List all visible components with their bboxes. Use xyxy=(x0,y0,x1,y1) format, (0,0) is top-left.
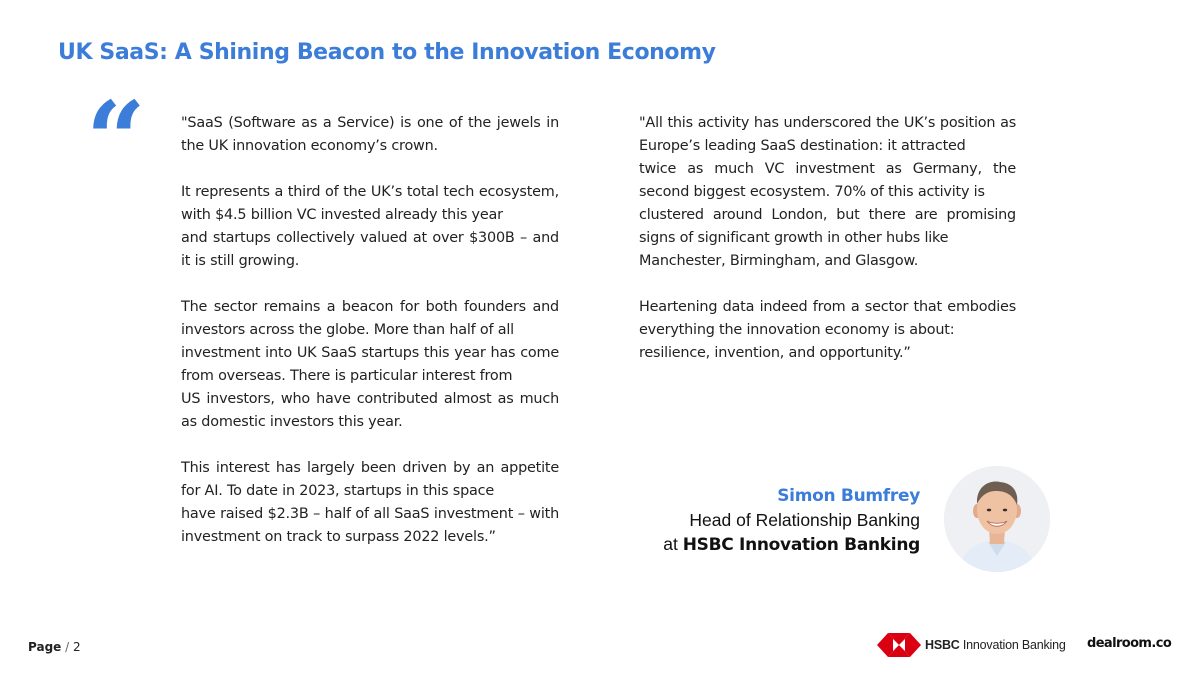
author-org-prefix: at xyxy=(663,534,683,554)
hsbc-logo-rest: Innovation Banking xyxy=(959,638,1066,652)
quote-column-left xyxy=(181,112,559,572)
hsbc-innovation-banking-logo xyxy=(877,633,1066,657)
person-portrait-icon xyxy=(944,466,1050,572)
hsbc-hexagon-icon xyxy=(877,633,921,657)
quote-paragraph: This interest has largely been driven by an appetite for AI. To date in 2023, startups in this space have raised $2.3B – half of all SaaS investment – with investment on track to surpass 2022 levels.” xyxy=(181,460,559,545)
dealroom-logo: dealroom.co xyxy=(1087,636,1172,651)
author-name: Simon Bumfrey xyxy=(777,486,920,506)
page-indicator xyxy=(28,640,81,654)
quote-paragraph: Heartening data indeed from a sector that embodies everything the innovation economy is about: resilience, invention, and opportunity.” xyxy=(639,299,1016,361)
quote-paragraph: The sector remains a beacon for both founders and investors across the globe. More than half of all investment into UK SaaS startups this year has come from overseas. There is particular interest from US investors, who have contributed almost as much as domestic investors this year. xyxy=(181,299,559,430)
author-role: Head of Relationship Banking xyxy=(689,510,920,530)
hsbc-logo-bold: HSBC xyxy=(925,638,960,652)
author-organization: HSBC Innovation Banking xyxy=(682,535,920,555)
author-avatar xyxy=(944,466,1050,572)
author-organization-line xyxy=(663,532,920,557)
page-title: UK SaaS: A Shining Beacon to the Innovation Economy xyxy=(58,40,716,65)
page-separator: / xyxy=(61,640,73,654)
author-attribution xyxy=(663,484,920,557)
quote-paragraph: It represents a third of the UK’s total tech ecosystem, with $4.5 billion VC invested already this year and startups collectively valued at over $300B – and it is still growing. xyxy=(181,184,559,269)
page-number: 2 xyxy=(72,640,81,654)
quote-paragraph: "SaaS (Software as a Service) is one of the jewels in the UK innovation economy’s crown. xyxy=(181,115,559,154)
page-label: Page xyxy=(28,640,62,654)
quote-column-right xyxy=(639,112,1016,388)
quote-paragraph: "All this activity has underscored the UK’s position as Europe’s leading SaaS destination: it attracted twice as much VC investment as Germany, the second biggest ecosystem. 70% of this activity is clustered around London, but there are promising signs of significant growth in other hubs like Manchester, Birmingham, and Glasgow. xyxy=(639,115,1016,269)
quotation-mark-icon: “ xyxy=(86,78,146,201)
hsbc-logo-text xyxy=(925,638,1066,652)
